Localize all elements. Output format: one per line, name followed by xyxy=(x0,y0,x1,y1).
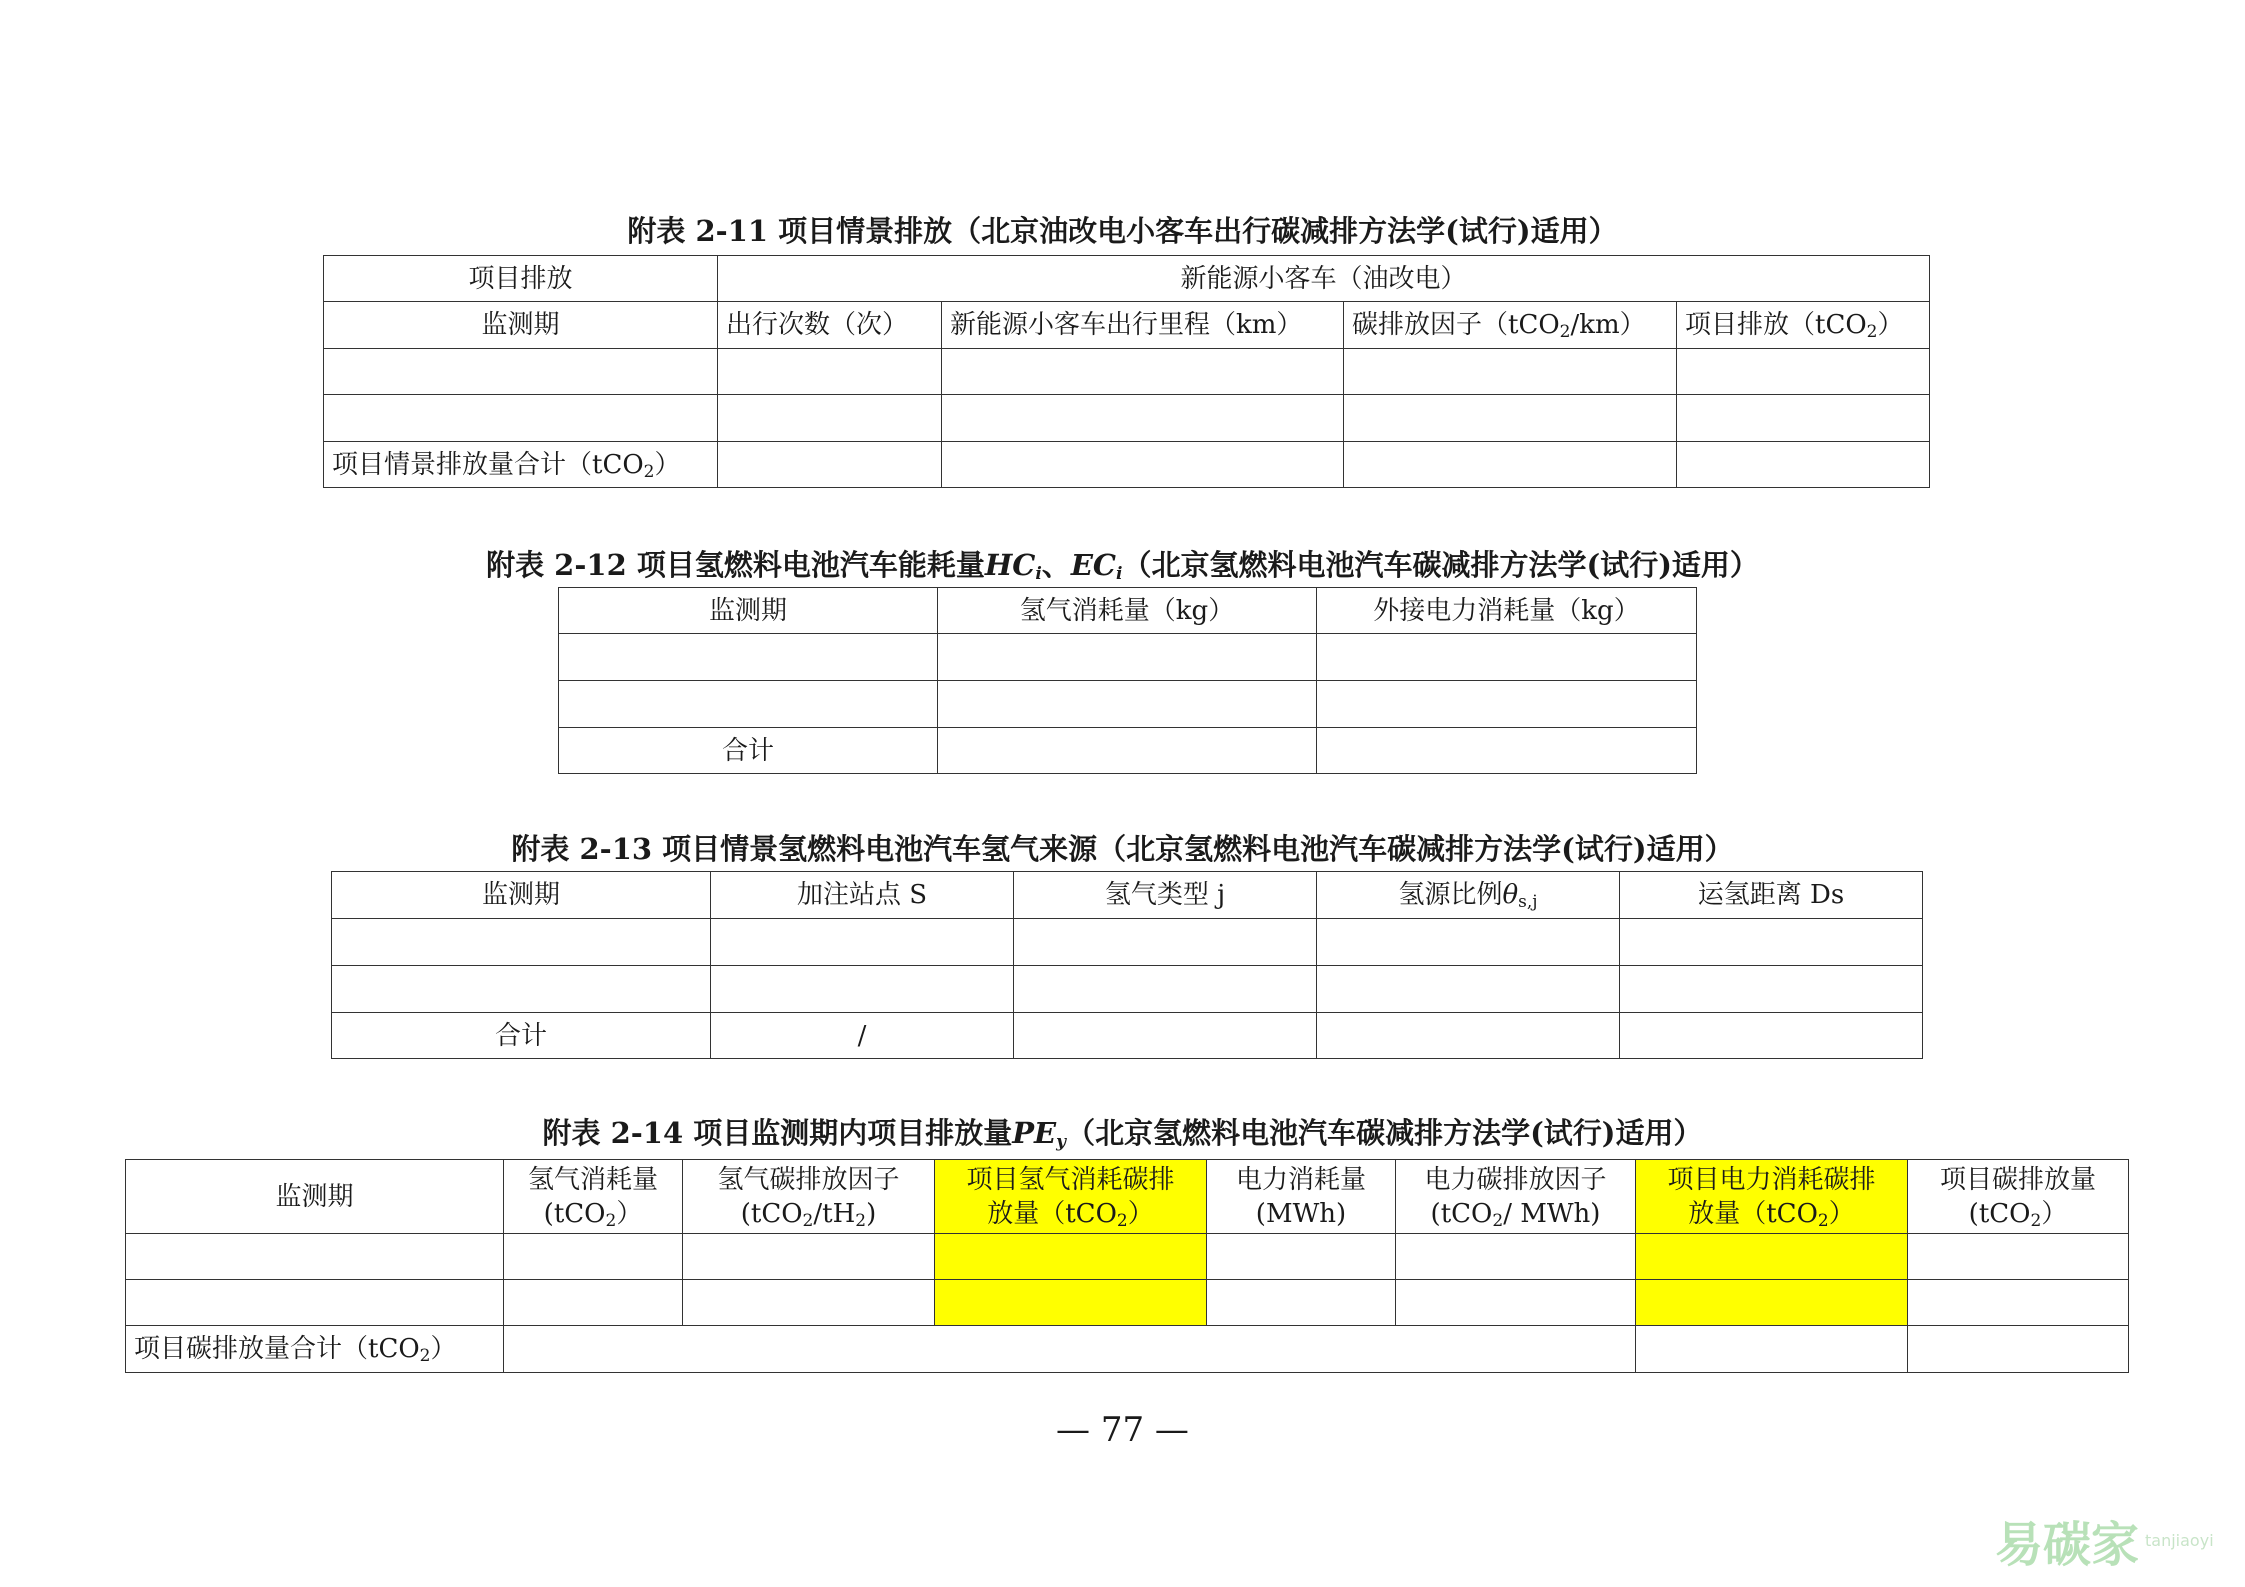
table-row xyxy=(324,349,1930,395)
table-2-13-caption: 附表 2-13 项目情景氢燃料电池汽车氢气来源（北京氢燃料电池汽车碳减排方法学(试行)适用） xyxy=(511,832,1734,866)
table-row xyxy=(126,1234,2129,1280)
table-row xyxy=(332,1013,1923,1059)
table-row xyxy=(324,442,1930,488)
table-2-12-caption: 附表 2-12 项目氢燃料电池汽车能耗量$HC_i$、$EC_i$（北京氢燃料电池汽车碳减排方法学(试行)适用） xyxy=(486,548,1759,584)
header-h2-type: 氢气类型 j xyxy=(1014,872,1317,919)
total-label: 项目情景排放量合计（tCO$_2$） xyxy=(324,442,718,488)
header-period: 监测期 xyxy=(559,588,938,634)
header-elec-factor: 电力碳排放因子 (tCO$_2$/ MWh) xyxy=(1396,1160,1636,1234)
table-row xyxy=(559,634,1697,681)
header-total-emission: 项目碳排放量 (tCO$_2$） xyxy=(1908,1160,2129,1234)
total-label: 合计 xyxy=(559,728,938,774)
header-period: 监测期 xyxy=(324,302,718,349)
total-label: 合计 xyxy=(332,1013,711,1059)
header-emission-factor: 碳排放因子（tCO$_2$/km） xyxy=(1344,302,1677,349)
table-2-14-caption: 附表 2-14 项目监测期内项目排放量$PE_y$（北京氢燃料电池汽车碳减排方法学(试行)适用） xyxy=(542,1116,1703,1152)
header-power-consumption: 外接电力消耗量（kg） xyxy=(1317,588,1697,634)
header-h2-factor: 氢气碳排放因子 $(tCO_2/tH_2)$ xyxy=(683,1160,935,1234)
table-row xyxy=(126,1326,2129,1373)
table-2-11 xyxy=(323,255,1930,488)
header-new-energy-car: 新能源小客车（油改电） xyxy=(718,256,1930,302)
header-transport-distance: 运氢距离 Ds xyxy=(1620,872,1923,919)
table-2-13 xyxy=(331,871,1923,1059)
table-row xyxy=(324,395,1930,442)
header-station: 加注站点 S xyxy=(711,872,1014,919)
table-2-12 xyxy=(558,587,1697,774)
table-2-11-caption: 附表 2-11 项目情景排放（北京油改电小客车出行碳减排方法学(试行)适用） xyxy=(627,214,1618,248)
header-elec-emission: 项目电力消耗碳排 放量（tCO$_2$） xyxy=(1636,1160,1908,1234)
table-row xyxy=(332,919,1923,966)
table-row xyxy=(559,681,1697,728)
header-trip-count: 出行次数（次） xyxy=(718,302,942,349)
header-period: 监测期 xyxy=(332,872,711,919)
page-number: — 77 — xyxy=(1056,1410,1189,1450)
total-label: 项目碳排放量合计（tCO$_2$） xyxy=(126,1326,504,1373)
table-row xyxy=(332,966,1923,1013)
header-elec-use: 电力消耗量 (MWh) xyxy=(1207,1160,1396,1234)
header-project-emission: 项目排放 xyxy=(324,256,718,302)
table-row xyxy=(559,728,1697,774)
table-2-14 xyxy=(125,1159,2129,1373)
header-h2-consumption: 氢气消耗量（kg） xyxy=(938,588,1317,634)
table-row xyxy=(126,1280,2129,1326)
watermark-logo: 易碳家 tanjiaoyi xyxy=(1995,1516,2214,1573)
header-trip-mileage: 新能源小客车出行里程（km） xyxy=(942,302,1344,349)
header-h2-source-ratio: 氢源比例$\theta_{s,j}$ xyxy=(1317,872,1620,919)
total-slash: / xyxy=(711,1013,1014,1059)
header-period: 监测期 xyxy=(126,1160,504,1234)
header-h2-use: 氢气消耗量 (tCO$_2$） xyxy=(504,1160,683,1234)
header-project-emission-tco2: 项目排放（tCO$_2$） xyxy=(1677,302,1930,349)
header-h2-emission: 项目氢气消耗碳排 放量（tCO$_2$） xyxy=(935,1160,1207,1234)
